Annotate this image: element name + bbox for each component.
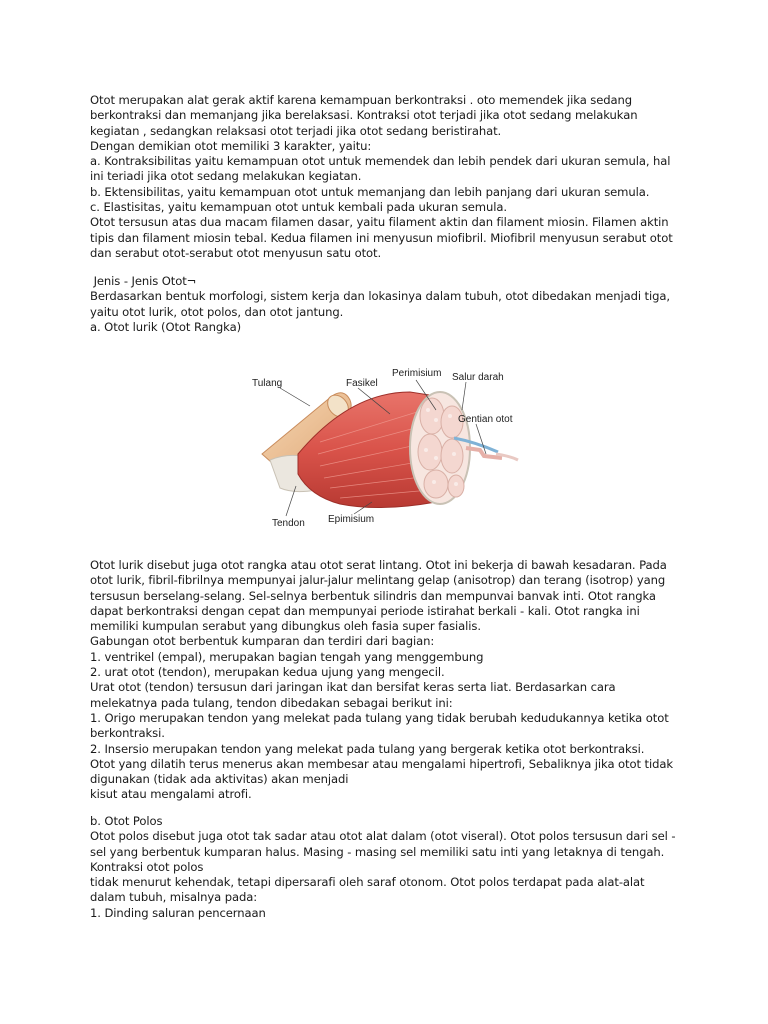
text-line: Urat otot (tendon) tersusun dari jaringan ikat dan bersifat keras serta liat. Berdasarkan cara	[90, 680, 616, 695]
label-tendon: Tendon	[272, 518, 305, 529]
text-line: 2. Insersio merupakan tendon yang melekat pada tulang yang bergerak ketika otot berkontraksi.	[90, 741, 645, 756]
text-line: sel yang berbentuk kumparan halus. Masing - masing sel memiliki satu inti yang letaknya di tengah.	[90, 844, 665, 859]
intro-section	[90, 93, 690, 261]
label-gentian-otot: Gentian otot	[458, 414, 513, 425]
text-line: digunakan (tidak ada aktivitas) akan menjadi	[90, 772, 349, 787]
text-line: b. Ektensibilitas, yaitu kemampuan otot untuk memanjang dan lebih panjang dari ukuran semula.	[90, 184, 650, 199]
text-line: Otot polos disebut juga otot tak sadar atau otot alat dalam (otot viseral). Otot polos tersusun dari sel -	[90, 829, 676, 844]
text-line: melekatnya pada tulang, tendon dibedakan sebagai berikut ini:	[90, 695, 453, 710]
jenis-otot-section	[90, 274, 690, 335]
text-line: berkontraksi.	[90, 726, 165, 741]
text-line: dapat berkontraksi dengan cepat dan mempunyai periode istirahat berkali - kali. Otot rangka ini	[90, 603, 640, 618]
label-salur-darah: Salur darah	[452, 372, 504, 383]
text-line: Otot tersusun atas dua macam filamen dasar, yaitu filament aktin dan filament miosin. Filamen aktin	[90, 215, 669, 230]
text-line: Kontraksi otot polos	[90, 859, 204, 874]
text-line: memiliki kumpulan serabut yang dibungkus oleh fasia super fasialis.	[90, 619, 481, 634]
section-heading: Jenis - Jenis Otot¬	[90, 274, 197, 288]
text-line: ini teriadi jika otot sedang melakukan kegiatan.	[90, 169, 362, 184]
muscle-diagram	[240, 362, 530, 534]
text-line: 1. Origo merupakan tendon yang melekat pada tulang yang tidak berubah kedudukannya ketika otot	[90, 710, 669, 725]
text-line: 2. urat otot (tendon), merupakan kedua ujung yang mengecil.	[90, 665, 445, 680]
label-tulang: Tulang	[252, 378, 283, 389]
text-line: Gabungan otot berbentuk kumparan dan terdiri dari bagian:	[90, 634, 435, 649]
otot-polos-section	[90, 814, 690, 921]
text-line: berkontraksi dan memanjang jika berelaksasi. Kontraksi otot terjadi jika otot sedang melakukan	[90, 108, 638, 123]
label-perimisium: Perimisium	[392, 368, 442, 379]
text-line: tersusun berselang-selang. Sel-selnya berbentuk silindris dan mempunvai banvak inti. Otot rangka	[90, 588, 656, 603]
subsection-heading: b. Otot Polos	[90, 814, 163, 828]
text-line: Dengan demikian otot memiliki 3 karakter, yaitu:	[90, 138, 372, 153]
text-line: a. Kontraksibilitas yaitu kemampuan otot untuk memendek dan lebih pendek dari ukuran semula, hal	[90, 154, 671, 169]
text-line: Otot yang dilatih terus menerus akan membesar atau mengalami hipertrofi, Sebaliknya jika otot tidak	[90, 756, 673, 771]
text-line: otot lurik, fibril-fibrilnya mempunyai jalur-jalur melintang gelap (anisotrop) dan terang (isotrop) yang	[90, 573, 666, 588]
text-line: dalam tubuh, misalnya pada:	[90, 890, 258, 905]
label-fasikel: Fasikel	[346, 378, 378, 389]
label-epimisium: Epimisium	[328, 514, 375, 525]
text-line: c. Elastisitas, yaitu kemampuan otot untuk kembali pada ukuran semula.	[90, 200, 507, 215]
otot-lurik-section	[90, 558, 690, 803]
text-line: Berdasarkan bentuk morfologi, sistem kerja dan lokasinya dalam tubuh, otot dibedakan menjadi tiga,	[90, 289, 670, 304]
text-line: Otot merupakan alat gerak aktif karena kemampuan berkontraksi . oto memendek jika sedang	[90, 93, 633, 107]
muscle-anatomy-figure	[240, 362, 530, 534]
text-line: tipis dan filament miosin tebal. Kedua filamen ini menyusun miofibril. Miofibril menyusun serabut otot	[90, 230, 673, 245]
text-line: kisut atau mengalami atrofi.	[90, 787, 252, 802]
text-line: kegiatan , sedangkan relaksasi otot terjadi jika otot sedang beristirahat.	[90, 123, 502, 138]
text-line: tidak menurut kehendak, tetapi dipersarafi oleh saraf otonom. Otot polos terdapat pada alat-alat	[90, 875, 645, 890]
text-line: 1. Dinding saluran pencernaan	[90, 905, 266, 920]
text-line: Otot lurik disebut juga otot rangka atau otot serat lintang. Otot ini bekerja di bawah kesadaran. Pada	[90, 558, 667, 572]
text-line: yaitu otot lurik, otot polos, dan otot jantung.	[90, 304, 344, 319]
text-line: dan serabut otot-serabut otot menyusun satu otot.	[90, 245, 382, 260]
text-line: 1. ventrikel (empal), merupakan bagian tengah yang menggembung	[90, 649, 484, 664]
subsection-heading: a. Otot lurik (Otot Rangka)	[90, 319, 241, 334]
